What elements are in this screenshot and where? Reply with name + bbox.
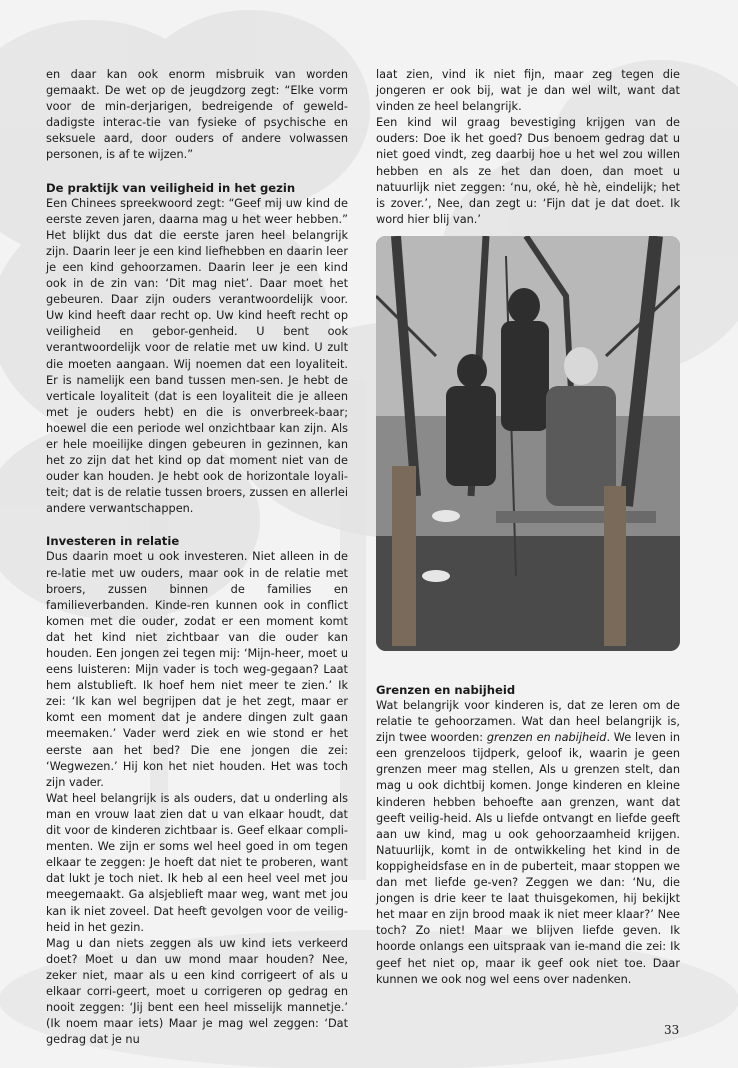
paragraph: Mag u dan niets zeggen als uw kind iets verkeerd doet? Moet u dan uw mond maar houden? Nee, zeker niet, maar als u een kind corrigeert of als u elkaar corri-geert, moet u corrigeren op gedrag en nooit zeggen: ‘Jij bent een heel misselijk mannetje.’ (Ik noem maar iets) Maar je mag wel zeggen: ‘Dat gedrag dat je nu bbox=[46, 936, 348, 1047]
section-heading: Investeren in relatie bbox=[46, 534, 180, 549]
left-column bbox=[46, 67, 348, 1048]
paragraph-text: Wat belangrijk voor kinderen is, dat ze leren om de relatie te gehoorzamen. Wat dan heel belangrijk is, zijn twee woorden: bbox=[376, 699, 680, 745]
right-column-bottom bbox=[376, 682, 680, 988]
paragraph: Een Chinees spreekwoord zegt: “Geef mij uw kind de eerste zeven jaren, daarna mag u het weer hebben.” Het blijkt dus dat die eerste jaren heel belangrijk zijn. Daarin leer je een kind liefhebben en daarin leer je een kind gehoorzamen. Daarin leer je een kind ook in de zin van: ‘Dit mag niet’. Daar moet het gebeuren. Daar zijn ouders verantwoordelijk voor. Uw kind heeft daar recht op. Uw kind heeft recht op veiligheid en gebor-genheid. U bent ook verantwoordelijk voor de relatie met uw kind. U zult die moeten aangaan. Wij noemen dat een loyaliteit. Er is namelijk een band tussen men-sen. Je hebt de verticale loyaliteit (dat is een loyaliteit die je alleen met je ouders hebt) en die is onverbreek-baar; hoewel die een periode wel onzichtbaar kan zijn. Als er hele moeilijke dingen gebeuren in gezinnen, kan het zo zijn dat het kind op dat moment niet van de ouder kan houden. Je hebt ook de horizontale loyali-teit; dat is de relatie tussen broers, zussen en allerlei andere verwantschappen. bbox=[46, 196, 348, 516]
paragraph bbox=[376, 698, 680, 988]
photo-boys-on-swing bbox=[376, 236, 680, 651]
page-number: 33 bbox=[664, 1023, 680, 1037]
section-heading: Grenzen en nabijheid bbox=[376, 683, 516, 697]
paragraph: en daar kan ook enorm misbruik van worden gemaakt. De wet op de jeugdzorg zegt: “Elke vorm voor de min-derjarigen, bedreigende of gewelddadigste interac-tie van fysieke of psychische en seksuele aard, door ouders of andere volwassen personen, is af te wijzen.” bbox=[46, 68, 348, 162]
right-column-top bbox=[376, 67, 680, 228]
paragraph: Een kind wil graag bevestiging krijgen van de ouders: Doe ik het goed? Dus benoem gedrag dat u niet goed vindt, zeg daarbij hoe u het wel zou willen hebben en als ze het dan doen, dan moet u natuurlijk niet zeggen: ‘nu, oké, hè hè, eindelijk; het is zover.’, Nee, dan zegt u: ‘Fijn dat je dat doet. Ik word hier blij van.’ bbox=[376, 116, 680, 226]
paragraph: Dus daarin moet u ook investeren. Niet alleen in de re-latie met uw ouders, maar ook in de relatie met broers, zussen binnen de families en familieverbanden. Kinde-ren kunnen ook in conflict komen met die ouder, zodat er een moment komt dat het kind niet zichtbaar van die ouder kan houden. Een jongen zei tegen mij: ‘Mijn-heer, moet u eens luisteren: Mijn vader is toch weg-gegaan? Laat hem alstublieft. Ik hoef hem niet meer te zien.’ Ik zei: ‘Ik kan wel begrijpen dat je het zegt, maar er komt een moment dat je andere dingen zult gaan meemaken.’ Vader werd ziek en wie stond er het eerste aan het bed? Die ene jongen die zei: ‘Wegwezen.’ Hij kon het niet houden. Het was toch zijn vader. bbox=[46, 550, 348, 789]
section-heading: De praktijk van veiligheid in het gezin bbox=[46, 180, 296, 195]
paragraph: Wat heel belangrijk is als ouders, dat u onderling als man en vrouw laat zien dat u van elkaar houdt, dat dit voor de kinderen zichtbaar is. Geef elkaar compli-menten. We zijn er soms wel heel goed in om tegen elkaar te zeggen: Je hoeft dat niet te proberen, want dat lukt je toch niet. Ik heb al een heel veel met jou meegemaakt. Ga alsjeblieft maar weg, want met jou kan ik niet zoveel. Dat heeft gevolgen voor de veilig-heid in het gezin. bbox=[46, 791, 348, 934]
emphasis-text: grenzen en nabijheid bbox=[486, 731, 607, 745]
paragraph: laat zien, vind ik niet fijn, maar zeg tegen die jongeren er ook bij, wat je dan wel wilt, want dat vinden ze heel belangrijk. bbox=[376, 68, 680, 114]
paragraph-text: . We leven in een grenzeloos tijdperk, geloof ik, waarin je geen grenzen meer mag stellen, Als u grenzen stelt, dan mag u ook dichtbij komen. Jonge kinderen en kleine kinderen hebben behoefte aan grenzen, want dat geeft veilig-heid. Als u liefde ontvangt en liefde geeft aan uw kind, mag u ook gehoorzaamheid krijgen. Natuurlijk, komt in de ontwikkeling het kind in de koppigheidsfase en in de puberteit, maar stoppen we dan met liefde ge-ven? Zeggen we dan: ‘Nu, die jongen is drie keer te laat thuisgekomen, hij bekijkt het maar en zijn brood maak ik niet meer klaar?’ Nee toch? Zo niet! Maar we blijven liefde geven. Ik hoorde onlangs een uitspraak van ie-mand die zei: Ik geef het niet op, maar ik geef ook niet toe. Daar kunnen we ook nog wel eens over nadenken. bbox=[376, 731, 680, 986]
